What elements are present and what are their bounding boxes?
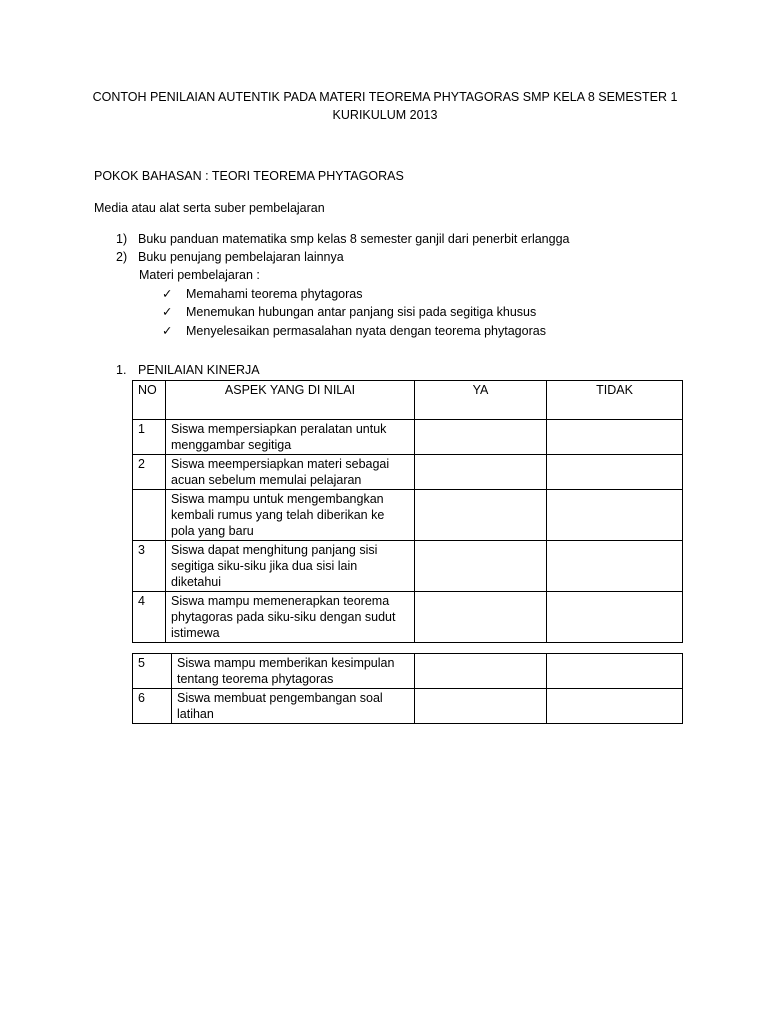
cell-ya [415, 420, 547, 455]
table-header-row [133, 381, 683, 420]
assessment-table-1 [132, 380, 683, 643]
header-no: NO [133, 381, 166, 420]
cell-tidak [547, 420, 683, 455]
section-heading [116, 361, 260, 379]
cell-no: 3 [133, 541, 166, 592]
cell-aspek: Siswa mampu untuk mengembangkan kembali rumus yang telah diberikan ke pola yang baru [166, 490, 415, 541]
cell-tidak [547, 455, 683, 490]
cell-tidak [547, 654, 683, 689]
cell-aspek: Siswa mampu memenerapkan teorema phytagoras pada siku-siku dengan sudut istimewa [166, 592, 415, 643]
materi-text: Menemukan hubungan antar panjang sisi pada segitiga khusus [186, 305, 537, 319]
cell-ya [415, 541, 547, 592]
cell-tidak [547, 541, 683, 592]
cell-aspek: Siswa dapat menghitung panjang sisi segitiga siku-siku jika dua sisi lain diketahui [166, 541, 415, 592]
cell-no: 6 [133, 689, 172, 724]
cell-tidak [547, 689, 683, 724]
materi-item [162, 322, 546, 340]
cell-no: 4 [133, 592, 166, 643]
cell-no: 2 [133, 455, 166, 490]
list-text: Buku penujang pembelajaran lainnya [138, 250, 344, 264]
list-text: Buku panduan matematika smp kelas 8 semester ganjil dari penerbit erlangga [138, 232, 570, 246]
cell-tidak [547, 592, 683, 643]
media-list-item [116, 248, 344, 266]
section-label: PENILAIAN KINERJA [138, 363, 260, 377]
media-list-item [116, 230, 570, 248]
document-title-line-2: KURIKULUM 2013 [332, 108, 438, 122]
cell-ya [415, 689, 547, 724]
list-number: 2) [116, 250, 128, 264]
materi-heading: Materi pembelajaran : [139, 268, 260, 282]
assessment-table-2 [132, 653, 683, 724]
checkmark-icon: ✓ [162, 324, 173, 338]
table-row [133, 455, 683, 490]
cell-aspek: Siswa mempersiapkan peralatan untuk menggambar segitiga [166, 420, 415, 455]
header-tidak: TIDAK [547, 381, 683, 420]
checkmark-icon: ✓ [162, 287, 173, 301]
cell-aspek: Siswa mampu memberikan kesimpulan tentang teorema phytagoras [172, 654, 415, 689]
cell-aspek: Siswa membuat pengembangan soal latihan [172, 689, 415, 724]
checkmark-icon: ✓ [162, 305, 173, 319]
cell-ya [415, 490, 547, 541]
cell-aspek: Siswa meempersiapkan materi sebagai acuan sebelum memulai pelajaran [166, 455, 415, 490]
table-row [133, 541, 683, 592]
cell-ya [415, 592, 547, 643]
cell-no [133, 490, 166, 541]
table-row [133, 592, 683, 643]
cell-tidak [547, 490, 683, 541]
table-row [133, 654, 683, 689]
table-row [133, 490, 683, 541]
materi-item [162, 303, 536, 321]
cell-no: 1 [133, 420, 166, 455]
materi-text: Memahami teorema phytagoras [186, 287, 363, 301]
header-ya: YA [415, 381, 547, 420]
materi-item [162, 285, 362, 303]
table-row [133, 689, 683, 724]
media-heading: Media atau alat serta suber pembelajaran [94, 201, 325, 215]
document-title-line-1: CONTOH PENILAIAN AUTENTIK PADA MATERI TEOREMA PHYTAGORAS SMP KELA 8 SEMESTER 1 [92, 90, 678, 104]
materi-text: Menyelesaikan permasalahan nyata dengan teorema phytagoras [186, 324, 546, 338]
list-number: 1) [116, 232, 128, 246]
cell-ya [415, 455, 547, 490]
header-aspek: ASPEK YANG DI NILAI [166, 381, 415, 420]
pokok-bahasan: POKOK BAHASAN : TEORI TEOREMA PHYTAGORAS [94, 169, 404, 183]
cell-no: 5 [133, 654, 172, 689]
section-number: 1. [116, 363, 127, 377]
table-row [133, 420, 683, 455]
cell-ya [415, 654, 547, 689]
